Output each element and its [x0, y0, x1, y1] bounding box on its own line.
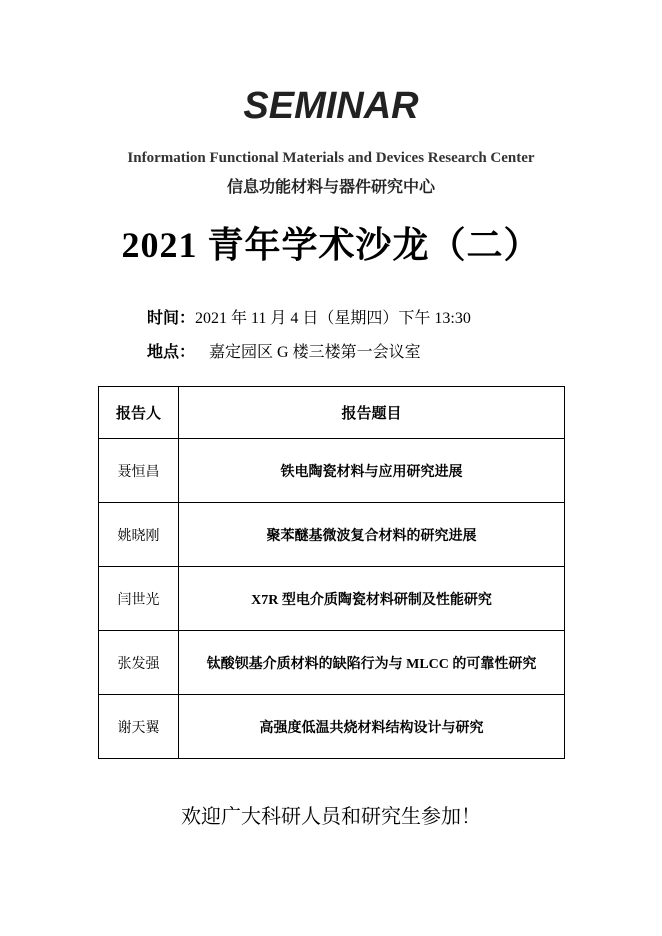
table-row — [99, 503, 565, 567]
speaker-cell: 姚晓刚 — [99, 503, 179, 567]
header-topic: 报告题目 — [179, 387, 565, 439]
topic-cell: X7R 型电介质陶瓷材料研制及性能研究 — [179, 567, 565, 631]
table-row — [99, 567, 565, 631]
time-value: 2021 年 11 月 4 日（星期四）下午 13:30 — [195, 310, 471, 327]
table-row — [99, 439, 565, 503]
research-center-name-cn: 信息功能材料与器件研究中心 — [226, 177, 435, 196]
closing-invitation: 欢迎广大科研人员和研究生参加！ — [181, 804, 481, 828]
table-row — [99, 631, 565, 695]
speaker-cell: 张发强 — [99, 631, 179, 695]
time-label: 时间： — [147, 308, 196, 327]
topic-cell: 聚苯醚基微波复合材料的研究进展 — [179, 503, 565, 567]
seminar-title: SEMINAR — [243, 85, 419, 127]
topic-cell: 铁电陶瓷材料与应用研究进展 — [179, 439, 565, 503]
research-center-name-en: Information Functional Materials and Devices Research Center — [127, 150, 535, 166]
speaker-cell: 谢天翼 — [99, 695, 179, 759]
speaker-cell: 闫世光 — [99, 567, 179, 631]
header-speaker: 报告人 — [99, 387, 179, 439]
time-info — [147, 307, 471, 330]
table-header-row — [99, 387, 565, 439]
place-info — [147, 341, 421, 364]
event-title: 2021 青年学术沙龙（二） — [121, 225, 541, 265]
place-label: 地点： — [147, 342, 196, 361]
speaker-cell: 聂恒昌 — [99, 439, 179, 503]
schedule-table — [98, 386, 565, 759]
place-value: 嘉定园区 G 楼三楼第一会议室 — [209, 344, 421, 361]
topic-cell: 钛酸钡基介质材料的缺陷行为与 MLCC 的可靠性研究 — [179, 631, 565, 695]
table-row — [99, 695, 565, 759]
topic-cell: 高强度低温共烧材料结构设计与研究 — [179, 695, 565, 759]
